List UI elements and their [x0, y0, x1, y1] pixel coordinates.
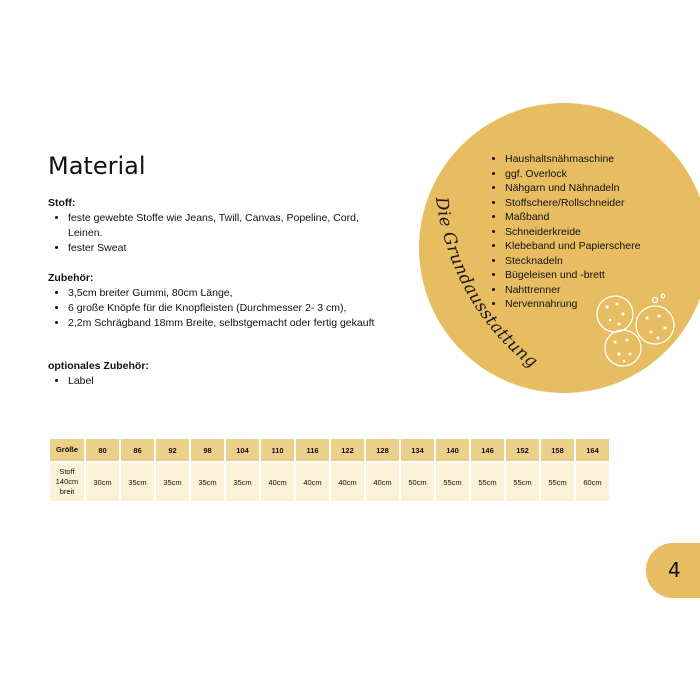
size-header: 86	[121, 439, 154, 463]
row-label-line: breit	[59, 487, 75, 496]
row-label-line: 140cm	[55, 477, 79, 486]
list-item: • Nahttrenner	[505, 283, 640, 298]
size-header: 146	[471, 439, 504, 463]
size-header: 158	[541, 439, 574, 463]
row-label	[50, 463, 84, 501]
table-cell: 55cm	[541, 463, 574, 501]
page-title: Material	[48, 152, 146, 180]
list-item: • Schneiderkreide	[505, 225, 640, 240]
list-item: • feste gewebte Stoffe wie Jeans, Twill, Canvas, Popeline, Cord, Leinen.	[68, 211, 368, 241]
size-header: 110	[261, 439, 294, 463]
size-header: 164	[576, 439, 609, 463]
list-item: • Maßband	[505, 210, 640, 225]
zubehoer-heading: Zubehör:	[48, 272, 94, 284]
size-header: 128	[366, 439, 399, 463]
table-cell: 55cm	[471, 463, 504, 501]
list-item: • Nervennahrung	[505, 297, 640, 312]
list-item: • Nähgarn und Nähnadeln	[505, 181, 640, 196]
size-header: 140	[436, 439, 469, 463]
size-header: 152	[506, 439, 539, 463]
table-cell: 40cm	[261, 463, 294, 501]
table-cell: 50cm	[401, 463, 434, 501]
list-item: • Stoffschere/Rollschneider	[505, 196, 640, 211]
list-item: • Haushaltsnähmaschine	[505, 152, 640, 167]
table-cell: 35cm	[156, 463, 189, 501]
table-cell: 40cm	[296, 463, 329, 501]
page-number: 4	[668, 558, 681, 582]
list-item: • Stecknadeln	[505, 254, 640, 269]
list-item: • ggf. Overlock	[505, 167, 640, 182]
table-cell: 40cm	[331, 463, 364, 501]
size-header: 116	[296, 439, 329, 463]
table-cell: 35cm	[121, 463, 154, 501]
list-item: • 2,2m Schrägband 18mm Breite, selbstgemacht oder fertig gekauft	[68, 316, 386, 331]
section-zubehoer	[48, 271, 386, 331]
cookies-icon	[595, 292, 685, 372]
section-stoff	[48, 196, 368, 256]
section-optional	[48, 359, 149, 389]
table-header-label: Größe	[50, 439, 84, 463]
table-cell: 30cm	[86, 463, 119, 501]
size-header: 104	[226, 439, 259, 463]
list-item: • Label	[68, 374, 149, 389]
size-header: 80	[86, 439, 119, 463]
size-header: 122	[331, 439, 364, 463]
list-item: • 6 große Knöpfe für die Knopfleisten (Durchmesser 2- 3 cm),	[68, 301, 386, 316]
script-title	[418, 190, 568, 400]
page-number-badge	[646, 543, 700, 598]
size-header: 98	[191, 439, 224, 463]
list-item: • fester Sweat	[68, 241, 368, 256]
table-cell: 40cm	[366, 463, 399, 501]
optional-heading: optionales Zubehör:	[48, 360, 149, 372]
script-title-text: Die Grundausstattung	[430, 195, 542, 373]
size-header: 134	[401, 439, 434, 463]
size-header: 92	[156, 439, 189, 463]
size-table	[48, 439, 611, 501]
table-row	[50, 463, 609, 501]
table-header-row	[50, 439, 609, 463]
stoff-heading: Stoff:	[48, 197, 76, 209]
list-item: • 3,5cm breiter Gummi, 80cm Länge,	[68, 286, 386, 301]
table-cell: 35cm	[191, 463, 224, 501]
row-label-line: Stoff	[59, 467, 75, 476]
table-cell: 60cm	[576, 463, 609, 501]
table-cell: 55cm	[506, 463, 539, 501]
svg-text:Die Grundausstattung	[431, 195, 542, 373]
list-item: • Bügeleisen und -brett	[505, 268, 640, 283]
table-cell: 35cm	[226, 463, 259, 501]
table-cell: 55cm	[436, 463, 469, 501]
list-item: • Klebeband und Papierschere	[505, 239, 640, 254]
